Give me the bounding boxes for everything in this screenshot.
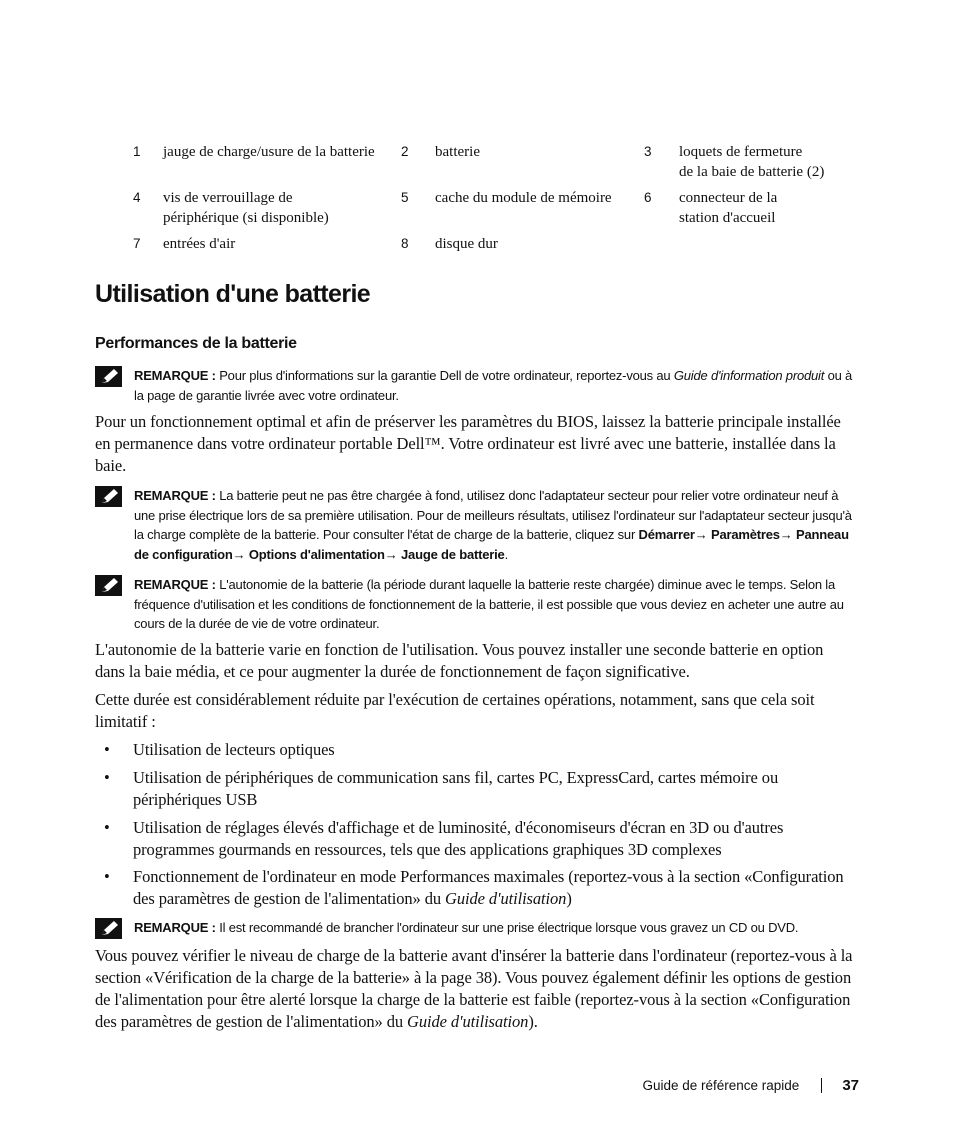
guide-title: Guide d'utilisation <box>407 1012 529 1031</box>
bullet-icon: • <box>104 867 110 886</box>
note-label: REMARQUE : <box>134 368 216 383</box>
note-text: Il est recommandé de brancher l'ordinateur sur une prise électrique lorsque vous gravez un CD ou DVD. <box>219 920 799 935</box>
bullet-icon: • <box>104 818 110 837</box>
bullet-icon: • <box>104 768 110 787</box>
callout-legend <box>133 142 853 256</box>
legend-row <box>133 188 853 234</box>
menu-path-power-options: Options d'alimentation <box>248 546 385 562</box>
note-text: Pour plus d'informations sur la garantie Dell de votre ordinateur, reportez-vous au <box>219 368 674 383</box>
legend-text: cache du module de mémoire <box>435 190 612 206</box>
guide-title: Guide d'utilisation <box>445 889 567 908</box>
page-number: 37 <box>842 1077 859 1094</box>
legend-number: 5 <box>401 190 409 205</box>
legend-number: 1 <box>133 144 141 159</box>
section-heading: Utilisation d'une batterie <box>95 280 371 308</box>
arrow-icon: → <box>232 546 246 562</box>
note-label: REMARQUE : <box>134 920 216 935</box>
legend-text: loquets de fermeture de la baie de batterie (2) <box>679 144 825 180</box>
bullet-icon: • <box>104 740 110 759</box>
list-item: • Utilisation de lecteurs optiques <box>104 740 335 759</box>
note-block <box>95 575 857 634</box>
note-pencil-icon <box>95 918 122 939</box>
arrow-icon: → <box>779 527 793 542</box>
note-label: REMARQUE : <box>134 488 216 503</box>
footer-divider <box>821 1078 822 1093</box>
legend-number: 6 <box>644 190 652 205</box>
legend-text: vis de verrouillage de périphérique (si disponible) <box>163 190 329 226</box>
note-block <box>95 918 857 938</box>
legend-number: 2 <box>401 144 409 159</box>
legend-text: entrées d'air <box>163 236 236 252</box>
note-block <box>95 366 857 405</box>
note-text: ou à la page de garantie livrée avec votre ordinateur. <box>134 368 853 403</box>
page-footer <box>642 1077 859 1094</box>
legend-text: connecteur de la station d'accueil <box>679 190 778 226</box>
guide-title: Guide d'information produit <box>673 368 825 383</box>
note-label: REMARQUE : <box>134 577 216 592</box>
body-paragraph: L'autonomie de la batterie varie en fonction de l'utilisation. Vous pouvez installer une seconde batterie en option dans la baie média, et ce pour augmenter la durée de fonctionnement de façon significative. <box>95 640 824 681</box>
note-block: REMARQUE : La batterie peut ne pas être chargée à fond, utilisez donc l'adaptateur secteur pour relier votre ordinateur neuf à une prise électrique lors de sa première utilisation. Pour de meilleurs résultats, utilisez l'ordinateur sur l'adaptateur secteur jusqu'à la charge complète de la batterie. Pour consulter l'état de charge de la batterie, cliquez sur Démarrer→ Paramètres→ Panneau de configuration→ Options d'alimentation→ Jauge de batterie. <box>95 486 857 564</box>
legend-text: batterie <box>435 144 480 160</box>
legend-number: 4 <box>133 190 141 205</box>
note-text: La batterie peut ne pas être chargée à fond, utilisez donc l'adaptateur secteur pour relier votre ordinateur neuf à une prise électrique lors de sa première utilisation. Pour de meilleurs résultats, utilisez l'ordinateur sur l'adaptateur secteur jusqu'à la charge complète de la batterie. Pour consulter l'état de charge de la batterie, cliquez sur <box>134 488 852 542</box>
subsection-heading: Performances de la batterie <box>95 335 297 352</box>
menu-path-settings: Paramètres <box>710 527 780 542</box>
legend-row <box>133 142 853 188</box>
list-item: • Utilisation de périphériques de communication sans fil, cartes PC, ExpressCard, cartes mémoire ou périphériques USB <box>104 768 779 809</box>
legend-row <box>133 234 853 256</box>
note-text: L'autonomie de la batterie (la période durant laquelle la batterie reste chargée) diminue avec le temps. Selon la fréquence d'utilisation et les conditions de fonctionnement de la batterie, il est possible que vous deviez en acheter une autre au cours de la durée de vie de votre ordinateur. <box>134 577 844 631</box>
body-paragraph: Vous pouvez vérifier le niveau de charge de la batterie avant d'insérer la batterie dans l'ordinateur (reportez-vous à la section «Vérification de la charge de la batterie» à la page 38). Vous pouvez également définir les options de gestion de l'alimentation pour être alerté lorsque la charge de la batterie est faible (reportez-vous à la section «Configuration des paramètres de gestion de l'alimentation» du Guide d'utilisation). <box>95 946 853 1031</box>
legend-text: jauge de charge/usure de la batterie <box>163 144 375 160</box>
note-pencil-icon <box>95 366 122 387</box>
legend-text: disque dur <box>435 236 498 252</box>
list-item: • Utilisation de réglages élevés d'affichage et de luminosité, d'économiseurs d'écran en 3D ou d'autres programmes gourmands en ressources, tels que des applications graphiques 3D complexes <box>104 818 784 859</box>
legend-number: 3 <box>644 144 652 159</box>
body-paragraph: Pour un fonctionnement optimal et afin de préserver les paramètres du BIOS, laissez la batterie principale installée en permanence dans votre ordinateur portable Dell™. Votre ordinateur est livré avec une batterie, installée dans la baie. <box>95 412 841 475</box>
list-item: • Fonctionnement de l'ordinateur en mode Performances maximales (reportez-vous à la section «Configuration des paramètres de gestion de l'alimentation» du Guide d'utilisation) <box>104 867 844 908</box>
note-pencil-icon <box>95 486 122 507</box>
body-paragraph: Cette durée est considérablement réduite par l'exécution de certaines opérations, notamment, sans que cela soit limitatif : <box>95 690 815 731</box>
arrow-icon: → <box>694 527 708 542</box>
arrow-icon: → <box>384 546 398 562</box>
legend-number: 7 <box>133 236 141 251</box>
legend-number: 8 <box>401 236 409 251</box>
menu-path-battery-meter: Jauge de batterie <box>401 546 505 562</box>
menu-path-start: Démarrer <box>638 527 695 542</box>
note-pencil-icon <box>95 575 122 596</box>
menu-path-control-panel: Panneau de configuration <box>134 527 849 562</box>
footer-title: Guide de référence rapide <box>642 1078 800 1093</box>
